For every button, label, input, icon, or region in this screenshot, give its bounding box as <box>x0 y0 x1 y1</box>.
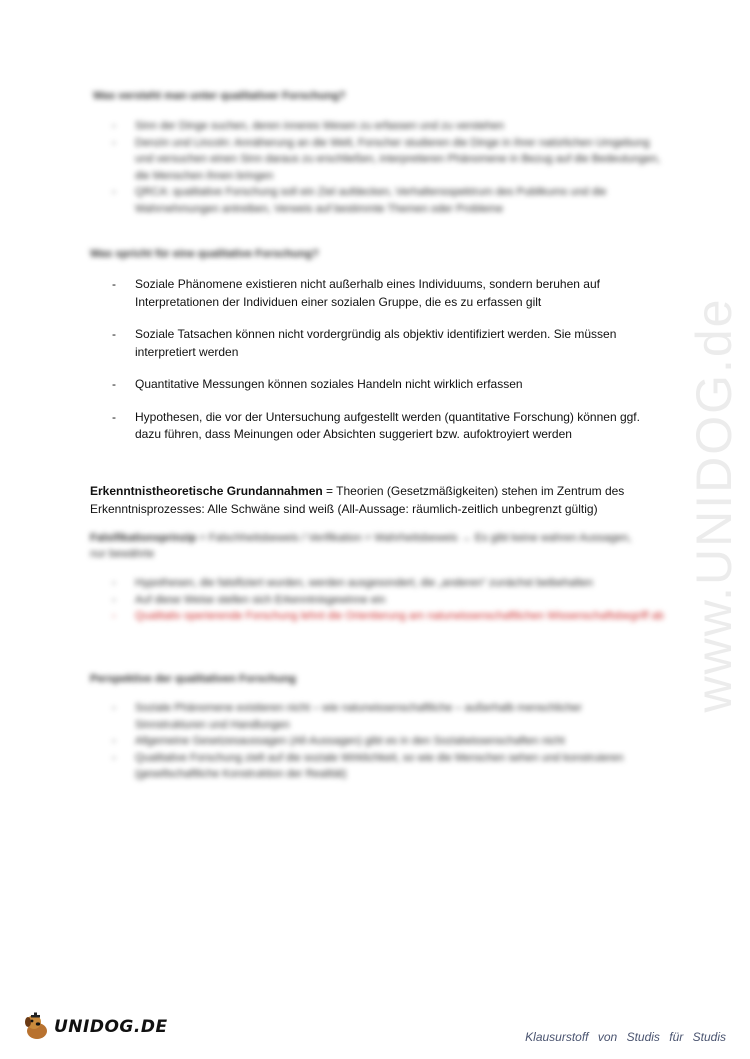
footer-tagline <box>525 1030 726 1044</box>
list-item: - Soziale Phänomene existieren nicht – wie naturwissenschaftliche – außerhalb menschlicher Sinnstrukturen und Handlungen <box>110 700 650 733</box>
list-item: - Denzin und Lincoln: Annäherung an die Welt, Forscher studieren die Dinge in ihrer natürlichen Umgebung und versuchen einen Sinn daraus zu erschließen, interpretieren Phänomene in Bezug auf die Bedeutungen, die Menschen ihnen bringen <box>110 135 670 185</box>
footer-word: von <box>597 1030 618 1044</box>
footer-word: Studis <box>692 1030 726 1044</box>
list-item: - Hypothesen, die vor der Untersuchung aufgestellt werden (quantitative Forschung) können ggf. dazu führen, dass Meinungen oder Absichten suggeriert bzw. aufoktroyiert werden <box>110 409 650 444</box>
section-heading: Was versteht man unter qualitativer Forschung? <box>93 90 346 102</box>
footer-word: Klausurstoff <box>525 1030 589 1044</box>
dog-mascot-icon <box>22 1012 52 1042</box>
list-item: - Allgemeine Gesetzesaussagen (All-Aussagen) gibt es in den Sozialwissenschaften nicht <box>110 733 650 750</box>
list-item: - Qualitative Forschung zielt auf die soziale Wirklichkeit, so wie die Menschen sehen und konstruieren (gesellschaftliche Konstruktion der Realität) <box>110 750 650 783</box>
footer-word: Studis <box>626 1030 660 1044</box>
list-item-highlighted: - Qualitativ operierende Forschung lehnt die Orientierung am naturwissenschaftlichen Wissenschaftsbegriff ab <box>110 608 670 625</box>
watermark: www.UNIDOG.de <box>686 297 742 713</box>
list-item: - Quantitative Messungen können soziales Handeln nicht wirklich erfassen <box>110 376 650 394</box>
section-heading: Was spricht für eine qualitative Forschung? <box>90 248 319 260</box>
term-definition: = Falschheitsbeweis / Verifikation = Wahrheitsbeweis → Es gibt keine wahren Aussagen, nur bewährte <box>90 532 632 560</box>
term-definition: = Theorien (Gesetzmäßigkeiten) stehen im Zentrum des Erkenntnisprozesses: Alle Schwäne sind weiß (All-Aussage: räumlich-zeitlich unbegrenzt gültig) <box>90 484 625 516</box>
list-item: - Hypothesen, die falsifiziert wurden, werden ausgesondert, die „anderen“ zunächst beibehalten <box>110 575 670 592</box>
section-heading: Perspektive der qualitativen Forschung <box>90 673 297 685</box>
paragraph-falsifikation <box>90 530 650 562</box>
list-item: - Soziale Tatsachen können nicht vordergründig als objektiv identifiziert werden. Sie müssen interpretiert werden <box>110 326 650 361</box>
bullet-list <box>110 575 670 625</box>
bullet-list <box>110 118 670 217</box>
term-bold: Falsifikationsprinzip <box>90 532 197 544</box>
logo-text: UNIDOG.DE <box>54 1017 168 1037</box>
unidog-logo <box>22 1012 168 1042</box>
list-item: - Auf diese Weise stellen sich Erkenntnisgewinne ein <box>110 592 670 609</box>
list-item: - Soziale Phänomene existieren nicht außerhalb eines Individuums, sondern beruhen auf Interpretationen der Individuen einer sozialen Gruppe, die es zu erfassen gilt <box>110 276 650 311</box>
bullet-list <box>110 276 650 444</box>
list-item: - QRCA: qualitative Forschung soll ein Ziel aufdecken, Verhaltensspektrum des Publikums und die Wahrnehmungen antreiben, Verweis auf bestimmte Themen oder Probleme <box>110 184 670 217</box>
bullet-list <box>110 700 650 783</box>
paragraph-grundannahmen <box>90 483 660 518</box>
term-bold: Erkenntnistheoretische Grundannahmen <box>90 484 323 498</box>
footer-word: für <box>669 1030 684 1044</box>
list-item: - Sinn der Dinge suchen, deren inneres Wesen zu erfassen und zu verstehen <box>110 118 670 135</box>
